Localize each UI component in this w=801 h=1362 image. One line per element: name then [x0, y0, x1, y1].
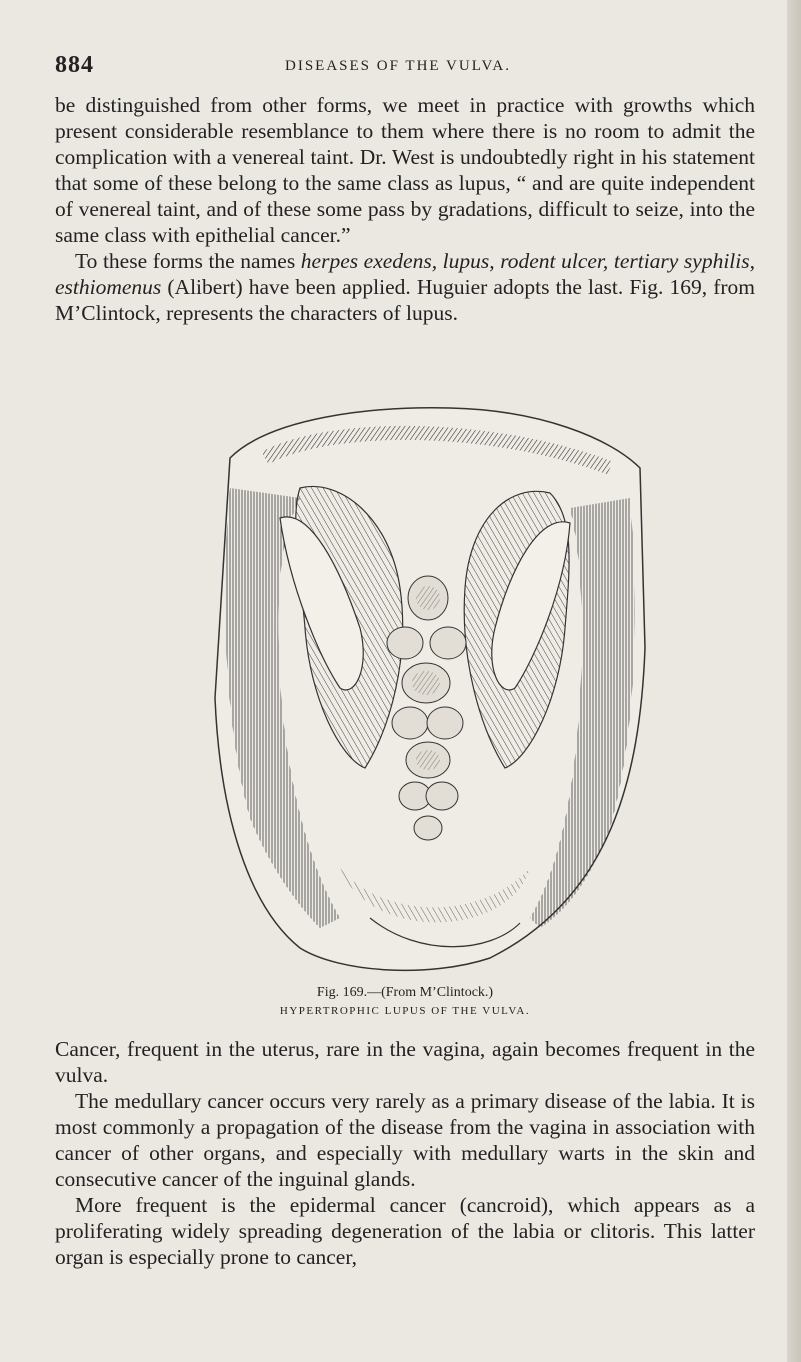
paragraph: More frequent is the epidermal cancer (cancroid), which appears as a proliferating widely spreading degeneration of the labia or clitoris. This latter organ is especially prone to cancer, — [55, 1193, 755, 1269]
engraving-illustration — [190, 398, 660, 978]
text-span: (Alibert) have been applied. Huguier adopts the last. Fig. 169, from M’Clintock, represents the characters of lupus. — [55, 275, 755, 325]
page-header — [55, 52, 755, 82]
figure-illustration — [190, 398, 660, 978]
paragraph — [55, 248, 755, 326]
paragraph: be distinguished from other forms, we meet in practice with growths which present considerable resemblance to them where there is no room to admit the complication with a venereal taint. Dr. West is undoubtedly right in his statement that some of these belong to the same class as lupus, “ and are quite independent of venereal taint, and of these some pass by gradations, difficult to seize, into the same class with epithelial cancer.” — [55, 93, 755, 247]
paragraph: The medullary cancer occurs very rarely as a primary disease of the labia. It is most commonly a propagation of the disease from the vagina in association with cancer of other organs, and especially with medullary warts in the skin and consecutive cancer of the inguinal glands. — [55, 1089, 755, 1191]
running-title: DISEASES OF THE VULVA. — [285, 58, 511, 74]
caption-subtitle: HYPERTROPHIC LUPUS OF THE VULVA. — [279, 1005, 531, 1017]
caption-title: Fig. 169.—(From M’Clintock.) — [316, 985, 494, 1000]
italic-terms: herpes exedens, lupus, rodent ulcer, tertiary syphilis, esthiomenus — [55, 249, 755, 299]
page-edge — [787, 0, 801, 1362]
text-span: To these forms the names — [75, 249, 301, 273]
figure-caption — [55, 985, 755, 1017]
page-number: 884 — [55, 52, 94, 78]
body-text-top — [55, 92, 755, 326]
body-text-bottom — [55, 1036, 755, 1270]
paragraph: Cancer, frequent in the uterus, rare in the vagina, again becomes frequent in the vulva. — [55, 1037, 755, 1087]
